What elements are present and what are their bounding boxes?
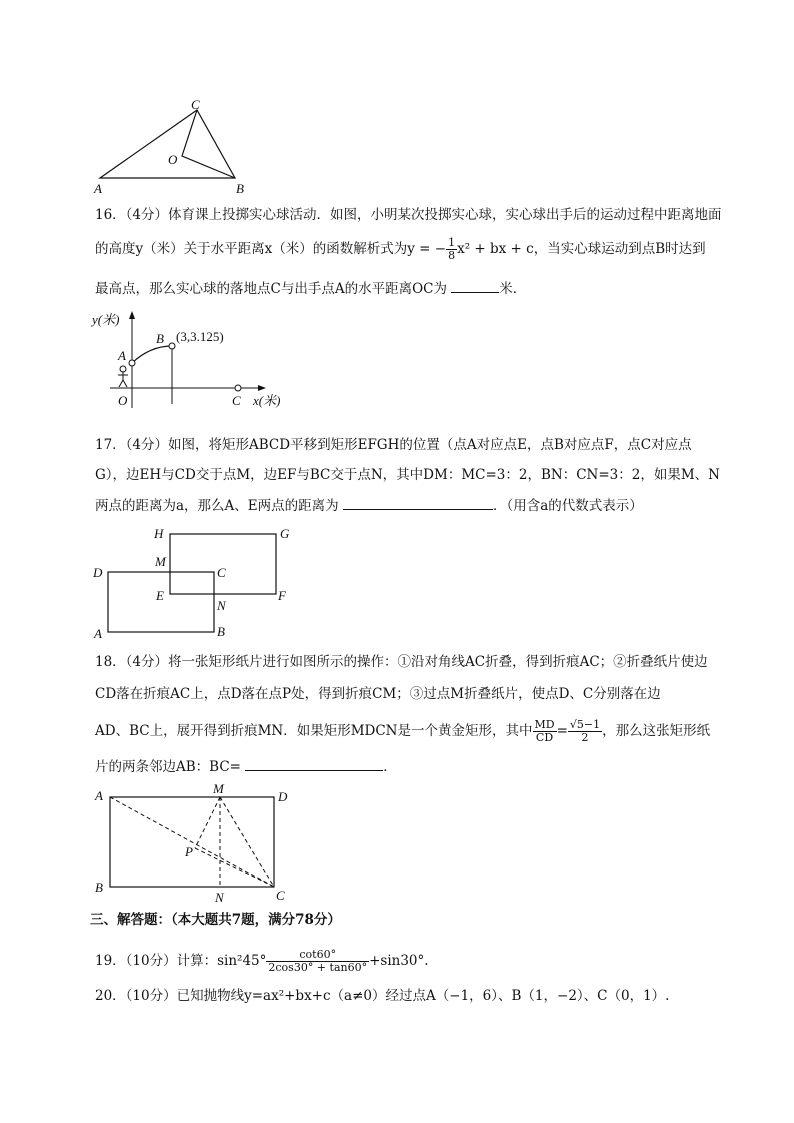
q17-line1: 17．（4分）如图，将矩形ABCD平移到矩形EFGH的位置（点A对应点E，点B对应点F，点C对应点: [95, 437, 692, 453]
q16-answer-blank[interactable]: [451, 278, 499, 293]
label-g: G: [280, 526, 290, 541]
q19-post: +sin30°.: [369, 953, 429, 969]
label-b: B: [156, 331, 164, 346]
q16-line2: [95, 237, 706, 262]
q16-fraction: [446, 237, 457, 262]
figure-parabola: [90, 308, 300, 413]
q17-line3: [95, 495, 643, 516]
q18-frac1-num: MD: [534, 718, 555, 731]
q19-line: [95, 944, 429, 978]
q19-frac-num: cot60°: [266, 949, 369, 962]
label-o: O: [168, 152, 178, 167]
label-b: B: [217, 624, 225, 639]
q18-answer-blank[interactable]: [245, 756, 383, 771]
label-a: A: [118, 348, 126, 363]
label-c: C: [232, 393, 241, 408]
q18-line3-pre: AD、BC上，展开得到折痕MN．如果矩形MDCN是一个黄金矩形，其中: [95, 723, 533, 739]
label-c: C: [217, 565, 226, 580]
q18-line4-pre: 片的两条邻边AB：BC=: [95, 759, 241, 775]
label-a: A: [94, 181, 102, 196]
label-d: D: [93, 565, 103, 580]
q18-line4: [95, 756, 397, 777]
axis-x-label: x(米): [253, 393, 281, 408]
label-e: E: [156, 588, 164, 603]
q16-line3-post: 米．: [499, 281, 527, 297]
label-n: N: [217, 598, 226, 613]
label-d: D: [278, 789, 288, 804]
figure-rectangles: [90, 522, 300, 642]
q17-line2: G），边EH与CD交于点M，边EF与BC交于点N，其中DM：MC=3：2，BN：CN=3：2，如果M、N: [95, 467, 720, 483]
label-b: B: [236, 181, 244, 196]
q17-line3-post: ．（用含a的代数式表示）: [492, 498, 643, 514]
q16-line1: 16．（4分）体育课上投掷实心球活动．如图，小明某次投掷实心球，实心球出手后的运动过程中距离地面: [95, 207, 722, 223]
q18-fraction-golden: [568, 719, 602, 744]
q18-frac2-den: 2: [581, 731, 589, 744]
q18-line2: CD落在折痕AC上，点D落在点P处，得到折痕CM；③过点M折叠纸片，使点D、C分别落在边: [95, 686, 661, 702]
section-heading: 三、解答题：（本大题共7题，满分78分）: [90, 912, 341, 928]
q18-fraction-md-cd: [533, 719, 557, 744]
label-p: P: [185, 844, 193, 859]
q17-line3-pre: 两点的距离为a，那么A、E两点的距离为: [95, 498, 339, 514]
label-c: C: [191, 98, 200, 112]
axis-y-label: y(米): [92, 312, 120, 327]
q16-frac-den: 8: [448, 249, 456, 262]
label-o: O: [118, 393, 128, 408]
figure-triangle-abc: [90, 98, 260, 198]
label-a: A: [95, 788, 103, 803]
label-h: H: [154, 526, 164, 541]
label-c: C: [276, 888, 285, 903]
q16-line2-pre: 的高度y（米）关于水平距离x（米）的函数解析式为y = −: [95, 241, 447, 257]
label-m: M: [155, 554, 166, 569]
q19-frac-den: 2cos30° + tan60°: [268, 961, 368, 974]
q18-line4-post: ．: [383, 759, 397, 775]
figure-golden-rectangle: [90, 782, 300, 904]
q19-pre: 19．（10分）计算：sin²45°: [95, 953, 267, 969]
label-f: F: [278, 588, 286, 603]
q20-line: 20．（10分）已知抛物线y=ax²+bx+c（a≠0）经过点A（−1，6）、B（1，−2）、C（0，1）.: [95, 988, 670, 1004]
q18-line3: [95, 716, 710, 746]
q19-fraction: [266, 949, 369, 974]
q17-answer-blank[interactable]: [343, 495, 493, 510]
label-m: M: [213, 782, 224, 796]
q18-line3-post: ，那么这张矩形纸: [602, 723, 711, 739]
q18-line1: 18．（4分）将一张矩形纸片进行如图所示的操作：①沿对角线AC折叠，得到折痕AC；②折叠纸片使边: [95, 654, 708, 670]
label-a: A: [94, 626, 102, 641]
q18-frac2-num: √5−1: [569, 718, 601, 731]
q16-line3: [95, 278, 526, 299]
label-b: B: [95, 880, 103, 895]
q16-line3-pre: 最高点，那么实心球的落地点C与出手点A的水平距离OC为: [95, 281, 447, 297]
point-label: (3,3.125): [176, 329, 224, 344]
q16-line2-post: x² + bx + c，当实心球运动到点B时达到: [457, 241, 706, 257]
q18-frac1-den: CD: [535, 731, 554, 744]
label-n: N: [215, 890, 224, 904]
q18-eq: =: [556, 723, 568, 739]
q16-frac-num: 1: [448, 236, 456, 249]
